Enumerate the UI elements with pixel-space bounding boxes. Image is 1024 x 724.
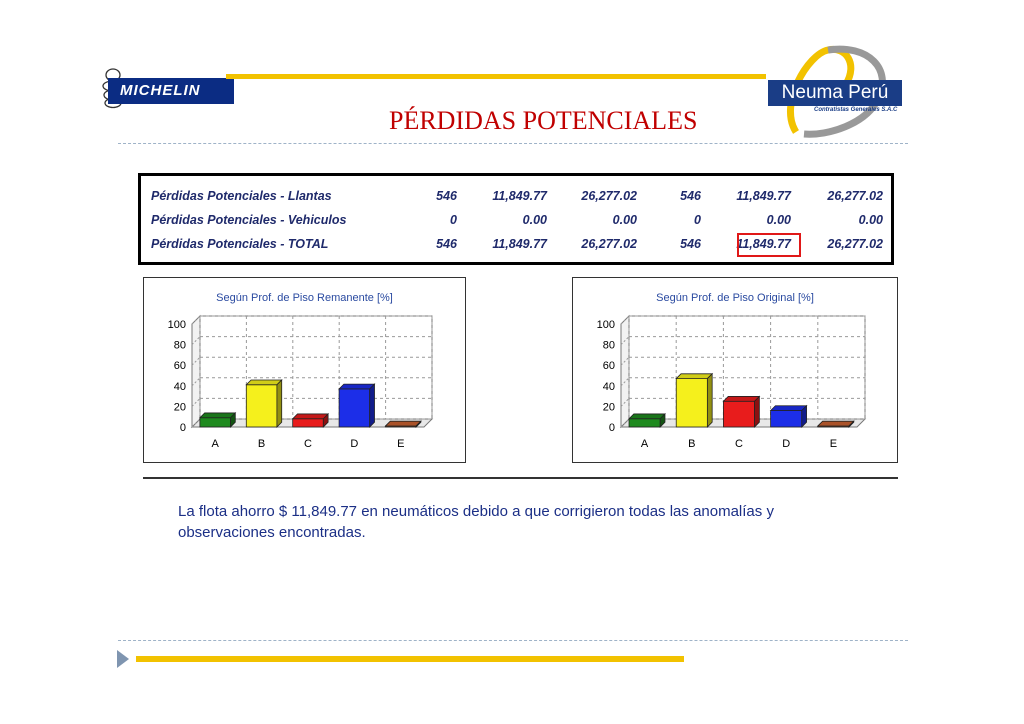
table-row (141, 186, 891, 206)
michelin-logo (98, 66, 236, 108)
bar-top (385, 421, 420, 426)
conclusion-text: La flota ahorro $ 11,849.77 en neumáticos debido a que corrigieron todas las anomalías y observaciones encontradas. (178, 503, 774, 541)
y-tick-label: 20 (173, 401, 186, 414)
row-label: Pérdidas Potenciales - Llantas (151, 189, 332, 203)
bar-side (277, 380, 282, 427)
bar-top (246, 380, 281, 385)
table-cell: 26,277.02 (581, 237, 637, 251)
y-tick-label: 100 (167, 319, 186, 331)
bar-top (200, 413, 235, 418)
x-tick-label: A (211, 438, 219, 450)
x-tick-label: A (640, 438, 649, 450)
table-cell: 0 (694, 213, 701, 227)
table-cell: 0.00 (766, 213, 791, 227)
bar (723, 401, 754, 427)
table-cell: 546 (680, 237, 701, 251)
chart-grid (192, 316, 432, 427)
bar-side (755, 396, 760, 427)
michelin-wordmark: MICHELIN (120, 82, 201, 99)
plot-back-wall (200, 316, 432, 419)
section-rule (143, 477, 898, 479)
table-cell: 546 (436, 189, 457, 203)
bar (629, 419, 660, 427)
bar-top (339, 384, 374, 389)
table-cell: 0.00 (522, 213, 547, 227)
table-cell: 26,277.02 (827, 189, 883, 203)
bar-top (629, 414, 665, 419)
bar (771, 411, 802, 427)
table-cell: 546 (436, 237, 457, 251)
y-tick-label: 80 (602, 339, 615, 352)
chart-plot (573, 278, 899, 464)
chart-title: Según Prof. de Piso Original [%] (656, 292, 814, 304)
table-cell: 26,277.02 (827, 237, 883, 251)
chart-title: Según Prof. de Piso Remanente [%] (216, 292, 393, 304)
x-tick-label: E (397, 438, 405, 450)
table-row (141, 210, 891, 230)
y-tick-label: 100 (596, 319, 615, 331)
bar-side (707, 374, 712, 427)
highlight-box (737, 233, 801, 257)
table-cell: 11,849.77 (736, 189, 791, 203)
chart-original (572, 277, 898, 463)
bar (676, 379, 707, 427)
y-tick-label: 20 (602, 401, 615, 414)
plot-side-wall (621, 316, 629, 427)
y-tick-label: 60 (173, 360, 186, 373)
bar-side (370, 384, 375, 427)
bar-top (293, 414, 328, 419)
table-cell: 0.00 (858, 213, 883, 227)
x-tick-label: B (257, 438, 266, 450)
y-tick-label: 40 (173, 380, 186, 393)
chart-remaining (143, 277, 466, 463)
y-tick-label: 0 (608, 422, 615, 434)
chart-plot (144, 278, 467, 464)
x-tick-label: C (735, 438, 743, 450)
table-cell: 11,849.77 (736, 237, 791, 251)
neuma-brand-label: Neuma Perú (768, 80, 902, 106)
top-divider (118, 143, 908, 144)
header-accent-bar (226, 74, 766, 79)
row-label: Pérdidas Potenciales - TOTAL (151, 237, 329, 251)
footer-arrow-icon (117, 650, 129, 668)
table-cell: 546 (680, 189, 701, 203)
page-title: PÉRDIDAS POTENCIALES (389, 106, 698, 135)
x-tick-label: D (350, 438, 359, 450)
table-cell: 11,849.77 (492, 237, 547, 251)
footer-accent-bar (136, 656, 684, 662)
plot-side-wall (192, 316, 200, 427)
y-tick-label: 80 (173, 339, 186, 352)
neuma-peru-logo (768, 44, 908, 138)
table-cell: 0.00 (612, 213, 637, 227)
bar (200, 418, 231, 427)
table-cell: 26,277.02 (581, 189, 637, 203)
row-label: Pérdidas Potenciales - Vehiculos (151, 213, 347, 227)
bar-top (676, 374, 712, 379)
losses-table (138, 173, 894, 265)
bar (246, 385, 277, 427)
table-cell: 0 (450, 213, 457, 227)
bar-top (818, 421, 854, 426)
bar (339, 389, 370, 427)
bottom-divider (118, 640, 908, 641)
x-tick-label: B (688, 438, 696, 450)
bar-top (723, 396, 759, 401)
table-cell: 11,849.77 (492, 189, 547, 203)
y-tick-label: 60 (602, 360, 615, 373)
x-tick-label: D (782, 438, 791, 450)
y-tick-label: 40 (602, 380, 615, 393)
y-tick-label: 0 (179, 422, 186, 434)
x-tick-label: E (829, 438, 838, 450)
x-tick-label: C (304, 438, 312, 450)
bar (293, 419, 324, 427)
bar-top (771, 406, 807, 411)
neuma-subtitle: Contratistas Generales S.A.C (814, 107, 898, 113)
